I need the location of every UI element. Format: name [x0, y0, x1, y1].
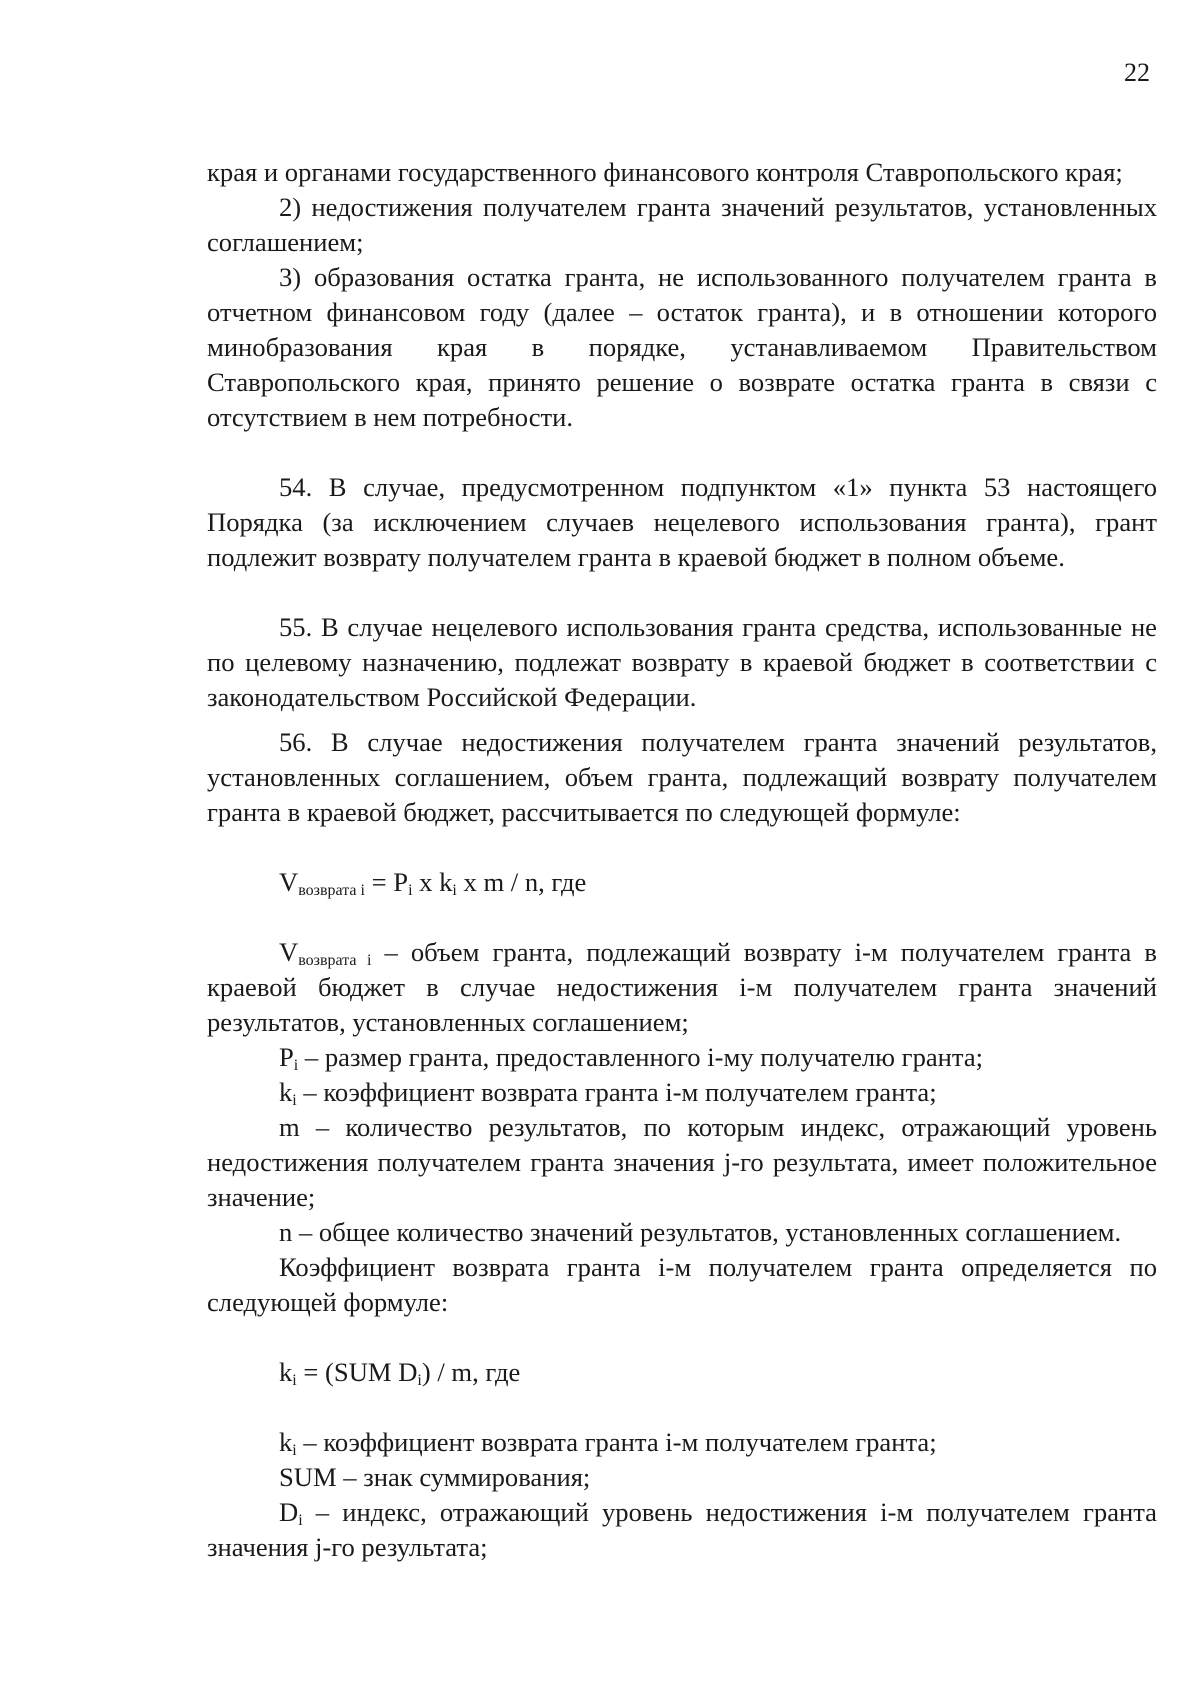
- paragraph-coefficient: Коэффициент возврата гранта i-м получателем гранта определяется по следующей формуле:: [207, 1252, 1157, 1317]
- definition-m: m – количество результатов, по которым индекс, отражающий уровень недостижения получателем гранта значения j-го результата, имеет положительное значение;: [207, 1112, 1157, 1212]
- definition-d: $D_i$ – индекс, отражающий уровень недостижения i-м получателем гранта значения j-го результата;: [207, 1497, 1157, 1562]
- paragraph-56: 56. В случае недостижения получателем гранта значений результатов, установленных соглашением, объем гранта, подлежащий возврату получателем гранта в краевой бюджет, рассчитывается по следующей формуле:: [207, 727, 1157, 827]
- paragraph-55: 55. В случае нецелевого использования гранта средства, использованные не по целевому назначению, подлежат возврату в краевой бюджет в соответствии с законодательством Российской Федерации.: [207, 612, 1157, 712]
- definition-sum: SUM – знак суммирования;: [279, 1462, 591, 1492]
- formula-refund-volume: $V_{возврата i} = P_i$ x $k_i$ x m / n, где: [279, 867, 587, 899]
- page-number: 22: [1124, 58, 1150, 87]
- paragraph-continuation: края и органами государственного финансового контроля Ставропольского края;: [207, 157, 1123, 187]
- definition-v-refund: $V_{возврата i}$ – объем гранта, подлежащий возврату i-м получателем гранта в краевой бюджет в случае недостижения i-м получателем гранта значений результатов, установленных соглашением;: [207, 937, 1157, 1037]
- definition-p: $P_i$ – размер гранта, предоставленного i-му получателю гранта;: [279, 1042, 984, 1074]
- definition-k: $k_i$ – коэффициент возврата гранта i-м получателем гранта;: [279, 1077, 937, 1109]
- paragraph-54: 54. В случае, предусмотренном подпунктом «1» пункта 53 настоящего Порядка (за исключением случаев нецелевого использования гранта), грант подлежит возврату получателем гранта в краевой бюджет в полном объеме.: [207, 472, 1157, 572]
- definition-k-2: $k_i$ – коэффициент возврата гранта i-м получателем гранта;: [279, 1427, 937, 1459]
- definition-n: n – общее количество значений результатов, установленных соглашением.: [279, 1217, 1122, 1247]
- list-item-2: 2) недостижения получателем гранта значений результатов, установленных соглашением;: [207, 192, 1157, 257]
- formula-coefficient: $k_i = (SUM$ $D_i$) / m, где: [279, 1357, 521, 1389]
- document-body: [207, 155, 1157, 1565]
- list-item-3: 3) образования остатка гранта, не использованного получателем гранта в отчетном финансовом году (далее – остаток гранта), и в отношении которого минобразования края в порядке, устанавливаемом Правительством Ставропольского края, принято решение о возврате остатка гранта в связи с отсутствием в нем потребности.: [207, 262, 1157, 432]
